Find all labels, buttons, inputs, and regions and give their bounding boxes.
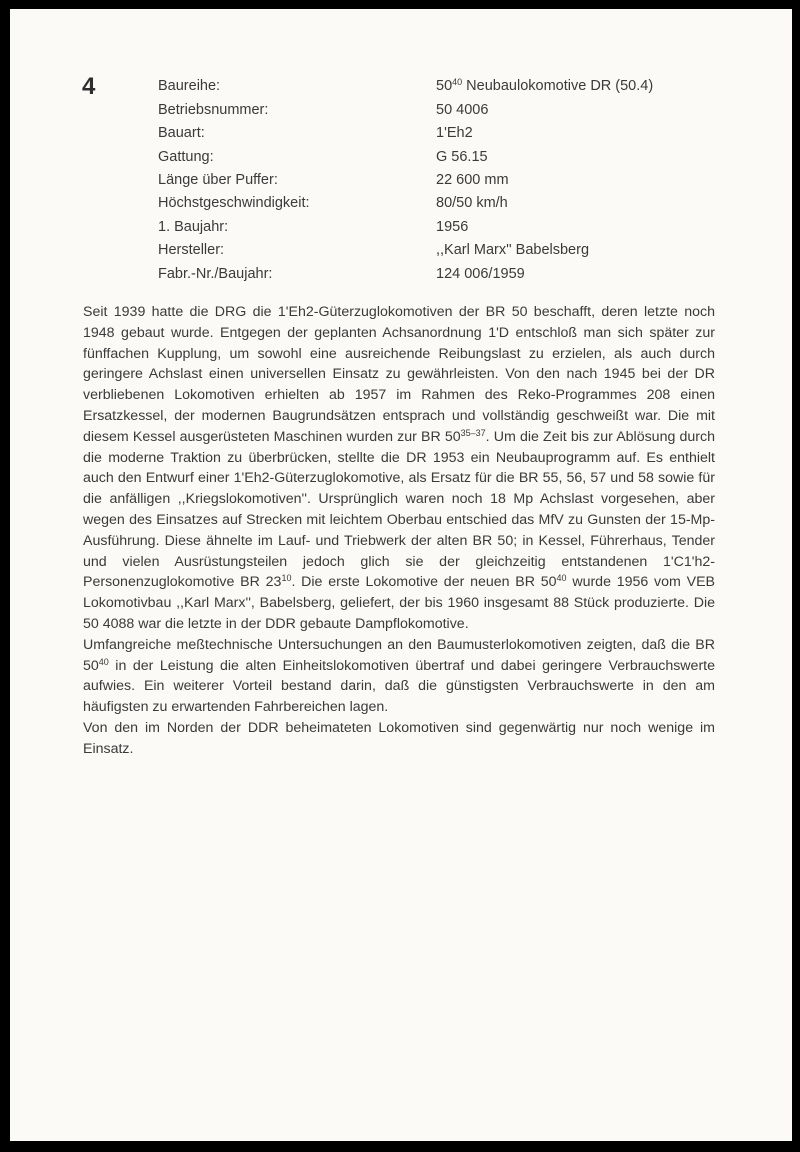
- spec-value-base: 50: [436, 78, 453, 95]
- paragraph-history: [83, 302, 715, 635]
- spec-value: 1956: [436, 218, 469, 235]
- paragraph-current-status: Von den im Norden der DDR beheimateten Lokomotiven sind gegenwärtig nur noch wenige im Einsatz.: [83, 719, 715, 757]
- text-superscript: 10: [281, 573, 292, 584]
- text-span: in der Leistung die alten Einheitslokomotiven übertraf und dabei geringere Verbrauchswerte aufwies. Ein weiterer Vorteil bestand darin, daß die günstigsten Verbrauchswerte in den am häufigsten zu erwartenden Fahrbereichen lagen.: [83, 657, 715, 716]
- text-superscript: 40: [98, 656, 109, 667]
- spec-value: 1'Eh2: [436, 125, 473, 142]
- spec-row-fabriknummer: [158, 262, 718, 285]
- spec-value: [436, 79, 653, 94]
- text-span: . Um die Zeit bis zur Ablösung durch die moderne Traktion zu überbrücken, stellte die DR 1953 ein Neubauprogramm auf. Es enthielt auch den Entwurf einer 1'Eh2-Güterzuglokomotive, als Ersatz für die BR 55, 56, 57 und 58 sowie für die anfälligen ,,Kriegslokomotiven''. Ursprünglich waren noch 18 Mp Achslast vorgesehen, aber wegen des Einsatzes auf Strecken mit leichtem Oberbau entschied das MfV zu Gunsten der 15-Mp-Ausführung. Diese ähnelte im Lauf- und Triebwerk der alten BR 50; in Kessel, Führerhaus, Tender und vielen Ausrüstungsteilen jedoch glich sie der gleichzeitig entstandenen 1'C1'h2-Personenzuglokomotive BR 23: [83, 428, 715, 591]
- spec-value: 80/50 km/h: [436, 195, 508, 212]
- text-superscript: 40: [556, 573, 567, 584]
- paragraph-measurements: [83, 635, 715, 718]
- spec-row-gattung: [158, 145, 718, 168]
- description-text: [83, 302, 715, 760]
- text-span: wurde 1956 vom VEB Lokomotivbau ,,Karl Marx'', Babelsberg, geliefert, der bis 1960 insgesamt 88 Stück produzierte. Die 50 4088 war die letzte in der DDR gebaute Dampflokomotive.: [83, 574, 715, 632]
- spec-value: 22 600 mm: [436, 172, 509, 188]
- spec-value-rest: Neubaulokomotive DR (50.4): [462, 78, 654, 95]
- text-superscript: 35–37: [460, 427, 486, 438]
- spec-row-laenge: [158, 169, 718, 192]
- spec-value: ,,Karl Marx'' Babelsberg: [436, 242, 590, 259]
- spec-value: 124 006/1959: [436, 265, 525, 282]
- spec-value: G 56.15: [436, 148, 488, 165]
- spec-label: Fabr.-Nr./Baujahr:: [158, 265, 273, 282]
- spec-label: Höchstgeschwindigkeit:: [158, 195, 310, 212]
- card-page: [10, 9, 792, 1141]
- spec-label: Gattung:: [158, 148, 214, 165]
- spec-row-hersteller: [158, 239, 718, 262]
- card-number: 4: [82, 73, 96, 100]
- spec-value: 50 4006: [436, 101, 489, 118]
- spec-value-superscript: 40: [452, 77, 463, 88]
- spec-label: Betriebsnummer:: [158, 101, 269, 118]
- text-span: Umfangreiche meßtechnische Untersuchungen an den Baumusterlokomotiven zeigten, daß die BR 50: [83, 636, 715, 674]
- spec-row-baujahr: [158, 215, 718, 238]
- spec-label: Länge über Puffer:: [158, 172, 278, 188]
- spec-row-bauart: [158, 122, 718, 145]
- spec-label: 1. Baujahr:: [158, 218, 229, 235]
- spec-label: Hersteller:: [158, 242, 225, 259]
- text-span: . Die erste Lokomotive der neuen BR 50: [291, 574, 557, 591]
- spec-label: Bauart:: [158, 125, 205, 142]
- spec-row-betriebsnummer: [158, 98, 718, 121]
- text-span: Seit 1939 hatte die DRG die 1'Eh2-Güterzuglokomotiven der BR 50 beschafft, deren letzte noch 1948 gebaut wurde. Entgegen der geplanten Achsanordnung 1'D entschloß man sich später zur fünffachen Kupplung, um sowohl eine ausreichende Reibungslast zu erzielen, als auch durch geringere Achslast einen universellen Einsatz zu gewährleisten. Von den nach 1945 bei der DR verbliebenen Lokomotiven erhielten ab 1957 im Rahmen des Reko-Programmes 208 einen Ersatzkessel, der modernen Baugrundsätzen entsprach und vollständig geschweißt war. Die mit diesem Kessel ausgerüsteten Maschinen wurden zur BR 50: [83, 304, 715, 445]
- spec-table: [158, 75, 718, 286]
- spec-row-geschwindigkeit: [158, 192, 718, 215]
- spec-label: Baureihe:: [158, 78, 221, 95]
- spec-row-baureihe: [158, 75, 718, 98]
